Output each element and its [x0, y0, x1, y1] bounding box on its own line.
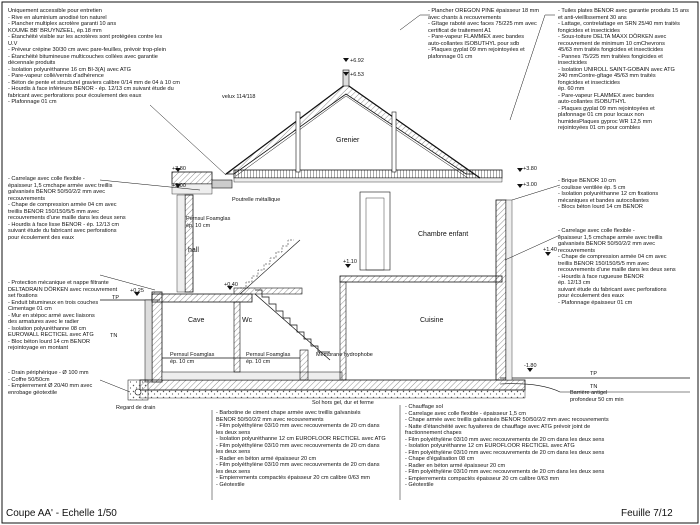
note-line: avec chants à recouvrements [428, 14, 502, 21]
note-line: - Plancher multiplex acrotère garanti 10 ans [8, 21, 117, 27]
note-line: set fixations [8, 293, 38, 299]
note-line: suivant étude du fabricant avec perforations [558, 286, 667, 293]
note-line: - Rive en aluminium anodisé ton naturel [8, 14, 107, 21]
note-line: - Plafonnage 01 cm [8, 99, 57, 105]
note-line: - Plaques gyplat 09 mm rejointoyées et [428, 47, 525, 53]
note-line: enrobage géotextile [8, 389, 58, 396]
note-roof-left [8, 8, 180, 106]
note-line: - Enduit bitumineux en trois couches [8, 299, 99, 306]
note-line: pour écoulement des eaux [8, 234, 74, 241]
label-sol: Sol hors gel, dur et ferme [312, 400, 374, 406]
note-line: - Film polyéthylène 03/10 mm avec recouvrements de 20 cm dans les deux sens [405, 449, 605, 456]
note-line: galvanisés BENOR 50/50/2/2 mm avec [8, 189, 106, 195]
note-line: - Carrelage avec colle flexible - [8, 176, 85, 182]
note-line: 45/63 mm traités fongicides et insecticides [558, 47, 664, 53]
note-roof-mid [428, 8, 556, 60]
note-line: - Sous-toiture DELTA MAXX DÖRKEN avec [558, 34, 667, 40]
level-top-right: +3.80 [523, 166, 537, 172]
note-line: rejointoyage en montant [8, 345, 69, 351]
note-line: - Isolation polyuréthanne 12 cm EUROFLOOR RECTICEL avec ATG [216, 436, 386, 442]
note-line: - Film polyéthylène 03/10 mm avec recouvrements de 20 cm dans les deux sens [405, 436, 605, 443]
note-line: - Tuiles plates BENOR avec garantie produits 15 ans [558, 8, 689, 14]
label-velux: velux 114/118 [222, 94, 256, 100]
label-pernsul-2a: Pernsul Foamglas [170, 352, 215, 358]
note-line: - Géotextile [405, 482, 434, 488]
note-line: - Isolation polyuréthanne 12 cm fixations [558, 191, 659, 197]
note-line: KOUME BB' BRUYNZEEL, ép.18 mm [8, 27, 102, 34]
exterior-wall-left [185, 195, 193, 292]
note-line: ép. 12/13 cm [558, 280, 591, 286]
note-floor-left [8, 176, 173, 241]
level-floor-right: +3.00 [523, 182, 537, 188]
note-line: - Chape de compression armée 04 cm avec [8, 202, 117, 208]
note-line: - Isolation polyuréthanne 08 cm [8, 325, 87, 332]
note-line: Cimentage 01 cm [8, 306, 52, 312]
note-line: - Préveur crépine 30/30 cm avec pare-feuilles, prévoir trop-plein [8, 47, 166, 53]
note-line: - Barbotine de ciment chape armée avec treillis galvanisés [216, 410, 361, 416]
exterior-wall-right [496, 200, 506, 380]
note-line: des armatures avec le radier [8, 319, 79, 325]
label-tn-left: TN [110, 333, 118, 339]
note-line: - Radier en béton armé épaisseur 20 cm [216, 455, 317, 462]
note-line: DELTADRAIN DÖRKEN avec recouvrement [8, 286, 118, 293]
note-line: - Empierrements compactés épaisseur 20 cm calibre 0/63 mm [216, 475, 370, 481]
note-line: - Géotextile [216, 481, 245, 488]
note-line: - Pare-vapeur FLAMMEX avec bandes [428, 34, 525, 40]
note-line: rejointoyées 01 cm pour combles [558, 125, 641, 131]
room-chambre: Chambre enfant [418, 231, 469, 238]
room-hall: hall [188, 247, 199, 254]
level-ground: +0.25 [130, 288, 144, 294]
note-line: - Carrelage avec colle flexible - épaisseur 1,5 cm [405, 410, 526, 417]
note-line: recouvrement de minimum 10 cmChevrons [558, 40, 665, 47]
note-line: - Étanchéité bitumineuse multicouches collées avec garantie [8, 53, 158, 60]
note-line: recouvrements [558, 247, 595, 254]
note-line: BENOR 50/50/2/2 mm avec recouvrements [216, 416, 324, 423]
note-line: treillis BENOR 150/150/5/5 mm avec [8, 208, 100, 215]
note-line: auto-collantes ISOBUTHYL [558, 99, 627, 105]
note-line: - Plancher OREGON PINE épaisseur 18 mm [428, 8, 539, 14]
note-drain [8, 370, 128, 396]
note-line: - Bloc béton lourd 14 cm BENOR [8, 338, 91, 345]
level-ridge2: +6.53 [350, 72, 364, 78]
label-pernsul-1b: ép. 10 cm [186, 223, 211, 229]
note-line: - coulisse ventilée ép. 5 cm [558, 184, 626, 191]
note-line: - Pannes 75/225 mm traitées fongicides et [558, 53, 663, 60]
note-line: - Isolation UNIROLL SAINT-GOBAIN avec ATG [558, 66, 675, 73]
level-mid-right: +1.40 [543, 247, 557, 253]
note-line: - Gîtage raboté avec faces 75/225 mm avec [428, 21, 537, 27]
note-line: - Carrelage avec colle flexible - [558, 228, 635, 234]
note-line: épaisseur 1,5 cmchape armée avec treillis [558, 234, 663, 241]
note-line: - Film polyéthylène 03/10 mm avec recouvrements de 20 cm dans [216, 423, 380, 429]
level-upper-floor: +1.10 [343, 259, 357, 265]
basement-wall-left [152, 292, 162, 382]
gravel-bed [140, 390, 525, 398]
note-line: - Chauffage sol [405, 404, 443, 410]
note-line: - Drain périphérique - Ø 100 mm [8, 370, 89, 376]
note-line: suivant étude du fabricant avec perforations [8, 228, 117, 234]
note-roof-right [558, 8, 694, 132]
note-line: insecticides [558, 60, 587, 66]
note-line: - Film polyéthylène 03/10 mm avec recouvrements de 20 cm dans [216, 442, 380, 449]
label-pernsul-3b: ép. 10 cm [246, 359, 271, 365]
room-cuisine: Cuisine [420, 317, 444, 324]
label-pernsul-3a: Pernsul Foamglas [246, 352, 291, 358]
note-line: mécaniques et bandes autocollantes [558, 197, 649, 204]
drain-pipe [135, 389, 141, 395]
chambre-floor-slab [340, 276, 502, 282]
note-line: - Coffre 50/50cm [8, 376, 50, 383]
note-wall-left [8, 280, 148, 352]
label-membrane: Membrane hydrophobe [316, 352, 373, 358]
note-line: - Empierrement Ø 20/40 mm avec [8, 383, 93, 389]
note-line: épaisseur 1,5 cmchape armée avec treillis [8, 182, 113, 189]
note-line: - Mur en stépoc armé avec liaisons [8, 312, 95, 319]
note-line: - Béton de pente et structurel graviers calibre 0/14 mm de 04 à 10 cm [8, 79, 180, 86]
note-line: 240 mmContre-gîtage 45/63 mm traités [558, 73, 656, 79]
note-line: - Hourdis à face lisse BENOR - ép. 12/13 cm [8, 221, 119, 228]
label-pernsul-1a: Pernsul Foamglas [186, 216, 231, 222]
note-line: - Blocs béton lourd 14 cm BENOR [558, 204, 643, 210]
note-line: plafonnage 01 cm pour locaux non [558, 112, 644, 118]
label-barriere-b: profondeur 50 cm min [570, 397, 624, 403]
note-line: - Isolation polyuréthanne 12 cm EUROFLOOR RECTICEL avec ATG [405, 443, 575, 449]
foundation-slab [140, 380, 525, 390]
note-line: - Pare-vapeur FLAMMEX avec bandes [558, 92, 655, 99]
label-tn-right: TN [590, 384, 598, 390]
note-line: - Plaques gyplat 09 mm rejointoyées et [558, 105, 655, 112]
drawing-title: Coupe AA' - Echelle 1/50 [6, 508, 117, 519]
label-pernsul-2b: ép. 10 cm [170, 359, 195, 365]
note-line: - Étanchéité visible sur les acrotères sont protégées contre les [8, 34, 163, 40]
pitched-roof [226, 84, 474, 174]
level-ridge: +6.92 [350, 58, 364, 64]
note-line: - Brique BENOR 10 cm [558, 178, 616, 184]
room-cave: Cave [188, 317, 205, 324]
note-line: - Protection mécanique et nappe filtrante [8, 280, 109, 286]
note-line: - Chape armée avec treillis galvanisés BENOR 50/50/2/2 mm avec recouvrements [405, 417, 609, 423]
note-line: fractionnement chapes [405, 430, 462, 436]
note-line: humidesPlaques gyproc WR 12,5 mm [558, 118, 652, 125]
note-line: Uniquement accessible pour entretien [8, 8, 102, 14]
note-line: auto-collantes ISOBUTHYL pour sdb [428, 40, 520, 47]
note-line: les deux sens [216, 429, 251, 436]
note-line: recouvrements d'une maille dans les deux sens [8, 215, 126, 221]
note-line: décennale produits [8, 60, 56, 66]
note-line: - Hourdis à face rugueuse BENOR [558, 273, 644, 280]
note-line: certificat de traitement A1 [428, 27, 492, 34]
note-line: - Plafonnage épaisseur 01 cm [558, 299, 633, 306]
note-line: EUROWALL RECTICEL avec ATG [8, 332, 94, 338]
label-regard: Regard de drain [116, 405, 156, 411]
note-floor-right [558, 228, 694, 306]
label-tp-right: TP [590, 371, 598, 377]
main-staircase [255, 290, 330, 360]
note-line: les deux sens [216, 468, 251, 475]
note-line: - Isolation polyuréthanne 16 cm BI-3(A) avec ATG [8, 66, 132, 73]
note-line: ép. 60 mm [558, 86, 585, 92]
note-slab-cuisine [405, 404, 695, 489]
note-line: - Film polyéthylène 03/10 mm avec recouvrements de 20 cm dans les deux sens [405, 469, 605, 475]
note-line: - Chape de compression armée 04 cm avec [558, 254, 667, 260]
note-line: - Film polyéthylène 03/10 mm avec recouvrements de 20 cm dans [216, 462, 380, 468]
note-line: - Lattage, contrelattage en SRN 25/40 mm traités [558, 21, 680, 27]
level-stair-landing: +0.40 [224, 282, 238, 288]
note-line: pour écoulement des eaux [558, 293, 624, 299]
label-tp-left: TP [112, 295, 120, 301]
note-line: fongicides et insecticides [558, 27, 620, 34]
note-line: les deux sens [216, 449, 251, 455]
steel-beam [212, 180, 232, 188]
sheet-number: Feuille 7/12 [621, 508, 673, 519]
note-line: treillis BENOR 150/150/5/5 mm avec [558, 260, 650, 267]
note-line: recouvrements [8, 195, 45, 202]
note-line: - Empierrements compactés épaisseur 20 cm calibre 0/63 mm [405, 475, 559, 482]
note-slab-cave [216, 410, 401, 488]
note-line: U.V [8, 40, 18, 47]
note-line: fabricant avec perforations pour écoulement des eaux [8, 92, 142, 99]
note-line: - Pare-vapeur collé/vernis d'adhérence [8, 73, 104, 79]
note-line: recouvrements d'une maille dans les deux sens [558, 267, 676, 273]
note-line: et anti-vieillissement 30 ans [558, 14, 627, 21]
label-barriere-a: Barrière antigel [570, 390, 608, 396]
note-line: plafonnage 01 cm [428, 53, 473, 60]
level-floor-left: +3.00 [172, 183, 186, 189]
level-top-left: +3.80 [172, 166, 186, 172]
note-line: - Chape d'égalisation 08 cm [405, 456, 475, 462]
note-line: - Natte d'étanchéité avec fuyaiteres de chauffage avec ATG prévoir joint de [405, 423, 591, 430]
room-grenier: Grenier [336, 137, 360, 144]
cave-ceiling-slab [152, 294, 252, 302]
note-wall-right [558, 178, 694, 211]
level-cuisine-bottom: -1.80 [524, 363, 537, 369]
note-line: - Hourdis à face inférieure BENOR - ép. 12/13 cm suivant étude du [8, 86, 174, 92]
note-line: - Radier en béton armé épaisseur 20 cm [405, 462, 506, 469]
room-wc: Wc [242, 317, 253, 324]
label-poutrelle: Poutrelle métallique [232, 197, 281, 203]
note-line: galvanisés BENOR 50/50/2/2 mm avec [558, 241, 656, 247]
note-line: fongicides et insecticides [558, 79, 620, 86]
interior-door [360, 192, 390, 270]
